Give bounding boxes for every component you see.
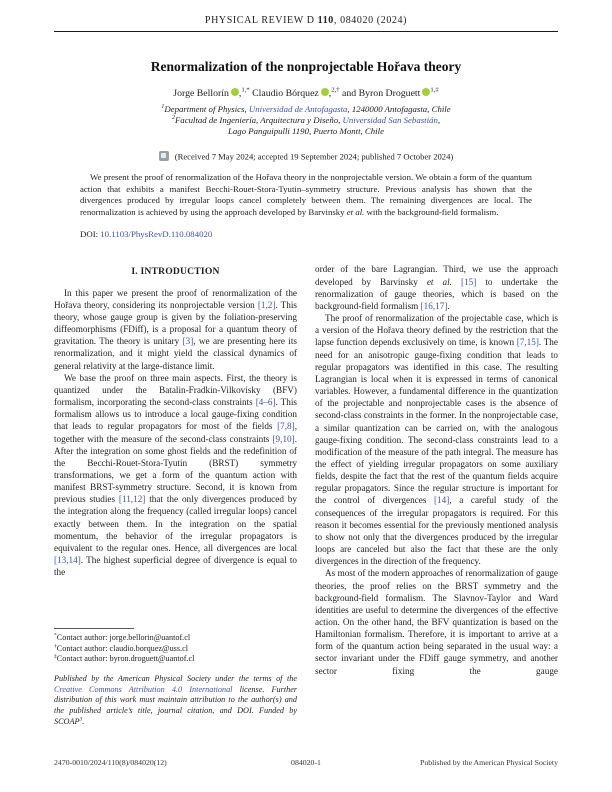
- citation-link[interactable]: [1,2]: [257, 299, 276, 310]
- text-segment: As most of the modern approaches of renormalization of gauge theories, the proof relies on the BRST symmetry and the background-field formalism. The Slavnov-Taylor and Ward identities are useful to determine the divergences of the effective action. On the other hand, the BFV quantization is based on the Hamiltonian formalism. Therefore, it is important to arrive at a form of the quantum action being separated in the usual way: a sector invariant under the FDiff gauge symmetry, and another sector fixing the gauge: [315, 568, 558, 676]
- text-segment: and Byron Droguett: [339, 88, 421, 99]
- footnote-mark: *: [54, 632, 57, 639]
- footnote-contact-3: [54, 654, 297, 665]
- citation-link[interactable]: [15]: [461, 276, 477, 287]
- affiliations: [54, 104, 558, 138]
- text-segment: et al.: [426, 276, 452, 287]
- text-link[interactable]: Creative Commons Attribution 4.0 International: [54, 684, 233, 694]
- text-segment: . The highest superficial degree of divergence is equal to the: [54, 555, 297, 578]
- text-segment: , a careful study of the consequences of the irregular propagators is required. For this reason it becomes essential for the previously mentioned analysis to show not only that the divergences produced by the irregular loops are canceled but also the fact that these are the only divergences in the direction of the frequency.: [315, 495, 558, 567]
- orcid-icon[interactable]: [231, 88, 239, 96]
- text-segment: We base the proof on three main aspects. First, the theory is quantized under the Batalin-Fradkin-Vilkovisky (BFV) formalism, incorporating the second-class constraints: [54, 372, 297, 408]
- citation-link[interactable]: [7,8]: [277, 421, 295, 432]
- footnote-rule: [54, 628, 134, 629]
- text-segment: The proof of renormalization of the projectable case, which is a version of the Hořava theory defined by the restriction that the lapse function depends exclusively on time, is known: [315, 313, 558, 348]
- crossmark-icon[interactable]: [159, 151, 169, 161]
- text-segment: with the background-field formalism.: [364, 206, 499, 217]
- text-segment: . The need for an anisotropic gauge-fixing condition that leads to regular propagators was identified in this case. The resulting Lagrangian is local when it is expressed in terms of canonical variables. However, a fundamental difference in the quantization of the projectable and nonprojectable cases is the absence of second-class constraints in the former. In the nonprojectable case, a similar quantization can be carried on, with the analogous gauge-fixing condition. The second-class constraints lead to a modification of the measure of the path integral. The measure has the effect of yielding irregular propagators on some auxiliary fields, despite the fact that the rest of the quantum fields acquire regular propagators. Since the regular structure is important for the control of divergences: [315, 337, 558, 506]
- received-line: [54, 151, 558, 162]
- doi-link[interactable]: 10.1103/PhysRevD.110.084020: [100, 229, 213, 240]
- text-segment: In this paper we present the proof of renormalization of the Hořava theory, considering its nonprojectable version: [54, 287, 297, 310]
- page-footer: [54, 758, 558, 767]
- header-rule: [54, 31, 558, 32]
- text-segment: order of the bare Lagrangian. Third, we use the approach developed by Barvinsky: [315, 264, 558, 287]
- text-link[interactable]: Universidad de Antofagasta: [248, 104, 348, 114]
- body-paragraph: [54, 287, 297, 372]
- paper-title: Renormalization of the nonprojectable Hořava theory: [150, 59, 462, 74]
- text-segment: We present the proof of renormalization of the Hořava theory in the nonprojectable version. We obtain a form of the quantum action that exhibits a manifest Becchi-Rouet-Stora-Tyutin–symmetry structure. Previous analysis has shown that the divergences produced by irregular loops cancel completely between them. The remaining divergences are local. The renormalization is achieved by using the approach developed by Barvinsky: [80, 172, 532, 217]
- text-segment: Department of Physics,: [164, 104, 249, 114]
- superscript: 1,‡: [430, 86, 439, 94]
- text-segment: Claudio Bórquez: [249, 88, 319, 99]
- journal-volume: 110: [317, 15, 334, 26]
- text-segment: et al.: [346, 206, 365, 217]
- text-segment: Published by the American Physical Society under the terms of the: [54, 673, 297, 683]
- text-segment: , together with the measure of the second-class constraints: [54, 421, 297, 444]
- doi-line: [80, 229, 532, 239]
- citation-link[interactable]: [3]: [182, 336, 194, 347]
- text-segment: Facultad de Ingeniería, Arquitectura y Diseño,: [174, 115, 343, 126]
- license-statement: [54, 674, 297, 728]
- footnote-block: [54, 628, 297, 728]
- superscript: 1,*: [241, 86, 250, 94]
- affiliation-2: [54, 115, 558, 137]
- text-segment: . This theory, whose gauge group is given by the foliation-preserving diffeomorphisms (FDiff), is a proposal for a quantum theory of gravitation. The theory is unitary: [54, 299, 297, 347]
- publisher-note: Published by the American Physical Society: [420, 758, 558, 767]
- doi-label: DOI:: [80, 229, 101, 240]
- orcid-icon[interactable]: [321, 88, 329, 96]
- text-segment: .: [82, 716, 85, 726]
- citation-link[interactable]: [16,17]: [420, 300, 448, 311]
- text-segment: [452, 277, 461, 287]
- journal-name: PHYSICAL REVIEW D: [204, 15, 318, 26]
- journal-header: [54, 0, 558, 26]
- section-heading-introduction: I. INTRODUCTION: [131, 266, 220, 278]
- footnote-contact-2: [54, 644, 297, 655]
- text-segment: to undertake the renormalization of gauge theories, which is based on the background-field formalism: [315, 276, 559, 311]
- footnote-text: Contact author: byron.droguett@uantof.cl: [56, 654, 195, 664]
- citation-link[interactable]: [7,15]: [516, 337, 539, 348]
- affiliation-1: [54, 104, 558, 115]
- two-column-body: [54, 263, 558, 727]
- right-column: [315, 263, 558, 727]
- page-number: 084020-1: [291, 758, 321, 767]
- footnote-mark: ‡: [54, 653, 57, 660]
- abstract: [80, 172, 532, 218]
- superscript: 2,†: [331, 86, 340, 94]
- text-segment: that the only divergences produced by the integration along the frequency (called irregular loops) cancel exactly between them. In the integration on the spatial momentum, the behavior of the irregular propagators is equivalent to the regular ones. Hence, all divergences are local: [54, 494, 297, 553]
- text-segment: license. Further distribution of this work must maintain attribution to the author(s) and the published article’s title, journal citation, and DOI. Funded by SCOAP: [54, 684, 298, 726]
- citation-link[interactable]: [9,10]: [272, 433, 295, 444]
- footnote-contact-1: [54, 633, 297, 644]
- body-paragraph: [315, 312, 558, 567]
- superscript: 1: [161, 104, 165, 111]
- text-segment: Lago Panguipulli 1190, Puerto Montt, Chile: [228, 126, 384, 137]
- text-segment: ,: [238, 88, 242, 99]
- citation-link[interactable]: [14]: [434, 495, 450, 506]
- text-link[interactable]: Universidad San Sebastián: [342, 115, 438, 126]
- body-paragraph: [54, 372, 297, 579]
- left-column: [54, 263, 297, 727]
- text-segment: , we are presenting here its renormalization, and it might yield the classical dynamics of general relativity at the large-distance limit.: [54, 336, 297, 371]
- issn-code: 2470-0010/2024/110(8)/084020(12): [54, 758, 167, 767]
- superscript: 2: [171, 115, 175, 122]
- author-line: [54, 88, 558, 99]
- citation-link[interactable]: [13,14]: [54, 555, 81, 566]
- citation-link[interactable]: [11,12]: [118, 494, 146, 505]
- footnote-text: Contact author: claudio.borquez@uss.cl: [56, 643, 189, 653]
- footnote-mark: †: [54, 642, 57, 649]
- text-segment: ,: [437, 115, 441, 126]
- text-segment: Jorge Bellorín: [173, 88, 229, 99]
- text-segment: .: [447, 300, 450, 311]
- citation-link[interactable]: [4–6]: [255, 397, 276, 408]
- text-segment: . After the integration on some ghost fields and the redefinition of the Becchi-Rouet-Stora-Tyutin (BRST) symmetry transformations, we get a form of the quantum action with manifest BRST-symmetry structure. Second, it is known from previous studies: [54, 433, 297, 505]
- text-segment: . This formalism allows us to introduce a local gauge-fixing condition that leads to regular propagators for most of the fields: [54, 397, 297, 432]
- superscript: 3: [79, 716, 83, 723]
- received-dates: (Received 7 May 2024; accepted 19 September 2024; published 7 October 2024): [174, 151, 454, 162]
- body-paragraph: [315, 263, 558, 312]
- body-paragraph: [315, 567, 558, 676]
- text-segment: , 1240000 Antofagasta, Chile: [347, 104, 451, 114]
- text-segment: ,: [328, 88, 332, 99]
- footnote-text: Contact author: jorge.bellorin@uantof.cl: [56, 632, 191, 642]
- journal-issue: , 084020 (2024): [333, 15, 408, 26]
